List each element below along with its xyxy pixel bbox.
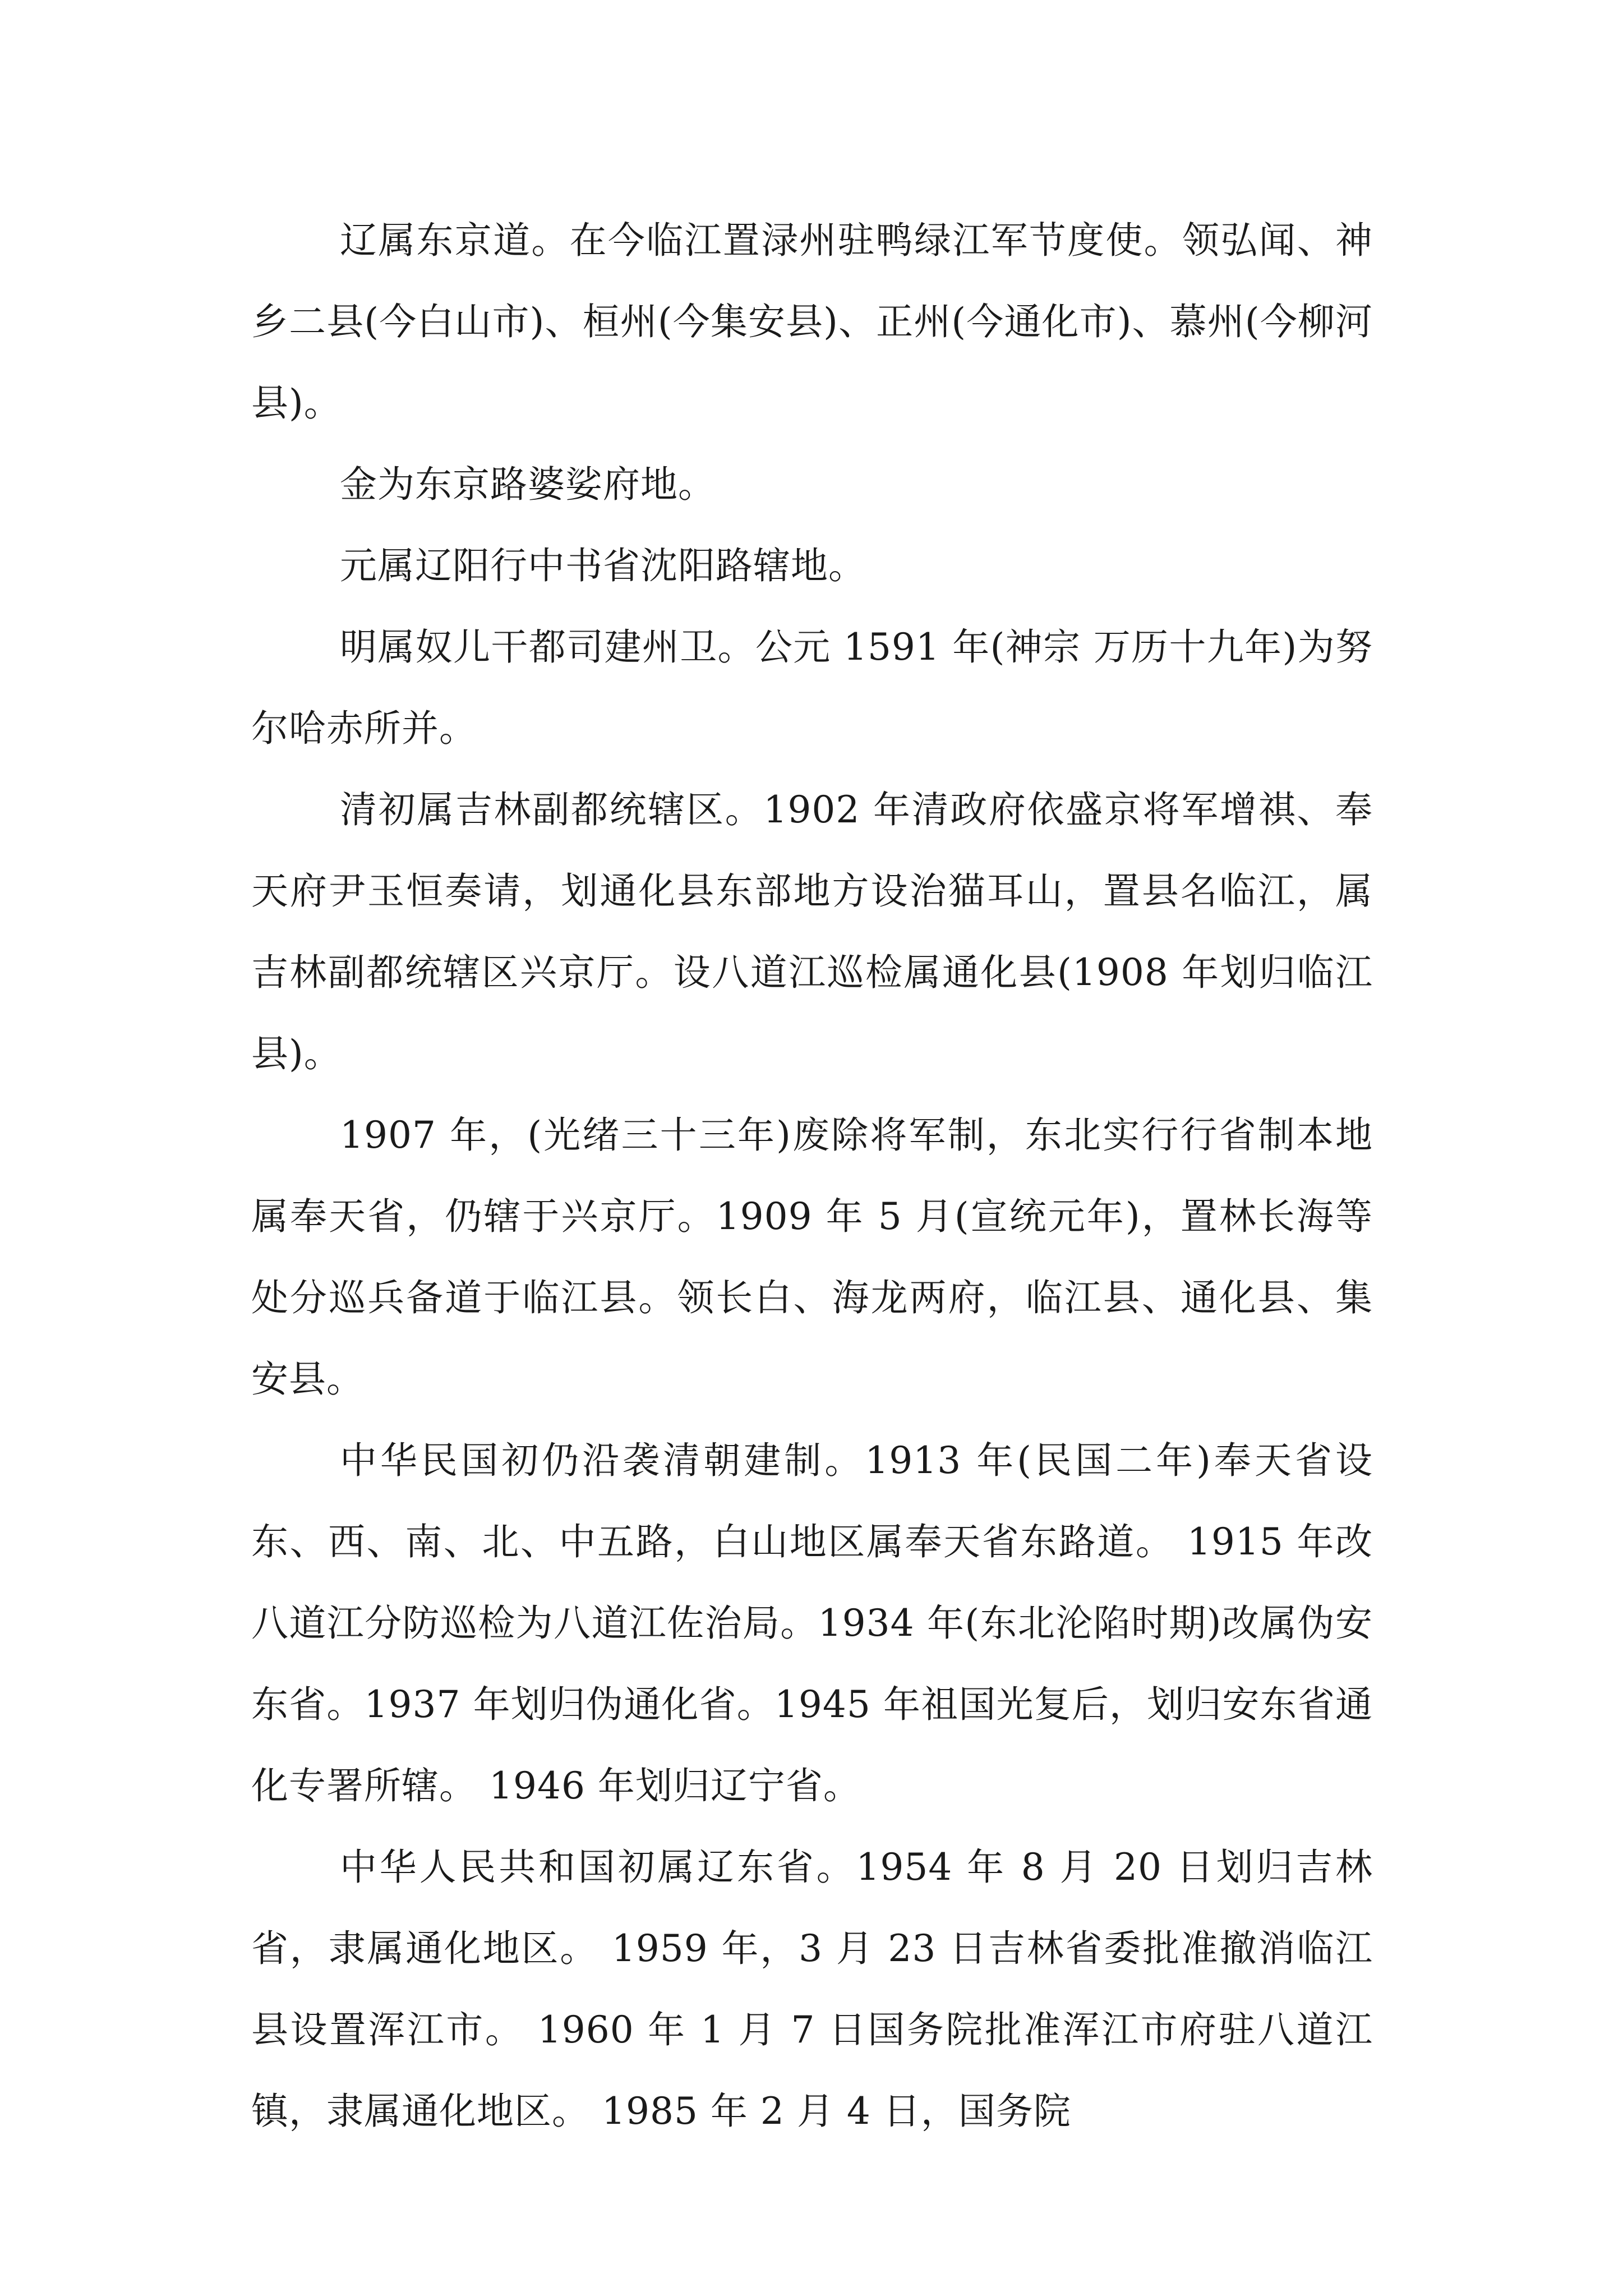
paragraph-liao: 辽属东京道。在今临江置渌州驻鸭绿江军节度使。领弘闻、神乡二县(今白山市)、桓州(今集安县)、正州(今通化市)、慕州(今柳河县)。 <box>251 219 1373 425</box>
paragraph-jin: 金为东京路婆娑府地。 <box>340 463 716 506</box>
paragraph-qing-early: 清初属吉林副都统辖区。1902 年清政府依盛京将军增祺、奉天府尹玉恒奏请，划通化县东部地方设治猫耳山，置县名临江，属吉林副都统辖区兴京厅。设八道江巡检属通化县(1908 年划归临江县)。 <box>251 788 1373 1075</box>
paragraph-yuan: 元属辽阳行中书省沈阳路辖地。 <box>340 544 866 587</box>
paragraph-ming: 明属奴儿干都司建州卫。公元 1591 年(神宗 万历十九年)为努尔哈赤所并。 <box>251 625 1373 750</box>
paragraph-1907: 1907 年，(光绪三十三年)废除将军制，东北实行行省制本地属奉天省，仍辖于兴京厅。1909 年 5 月(宣统元年)，置林长海等处分巡兵备道于临江县。领长白、海龙两府，临江县、通化县、集安县。 <box>251 1114 1373 1401</box>
paragraph-prc: 中华人民共和国初属辽东省。1954 年 8 月 20 日划归吉林省，隶属通化地区。 1959 年，3 月 23 日吉林省委批准撤消临江县设置浑江市。 1960 年 1 月 7 日国务院批准浑江市府驻八道江镇，隶属通化地区。 1985 年 2 月 4 日，国务院 <box>251 1846 1373 2133</box>
paragraph-republic: 中华民国初仍沿袭清朝建制。1913 年(民国二年)奉天省设东、西、南、北、中五路，白山地区属奉天省东路道。 1915 年改八道江分防巡检为八道江佐治局。1934 年(东北沦陷时期)改属伪安东省。1937 年划归伪通化省。1945 年祖国光复后，划归安东省通化专署所辖。 1946 年划归辽宁省。 <box>251 1439 1373 1807</box>
body-text <box>251 200 1373 2152</box>
